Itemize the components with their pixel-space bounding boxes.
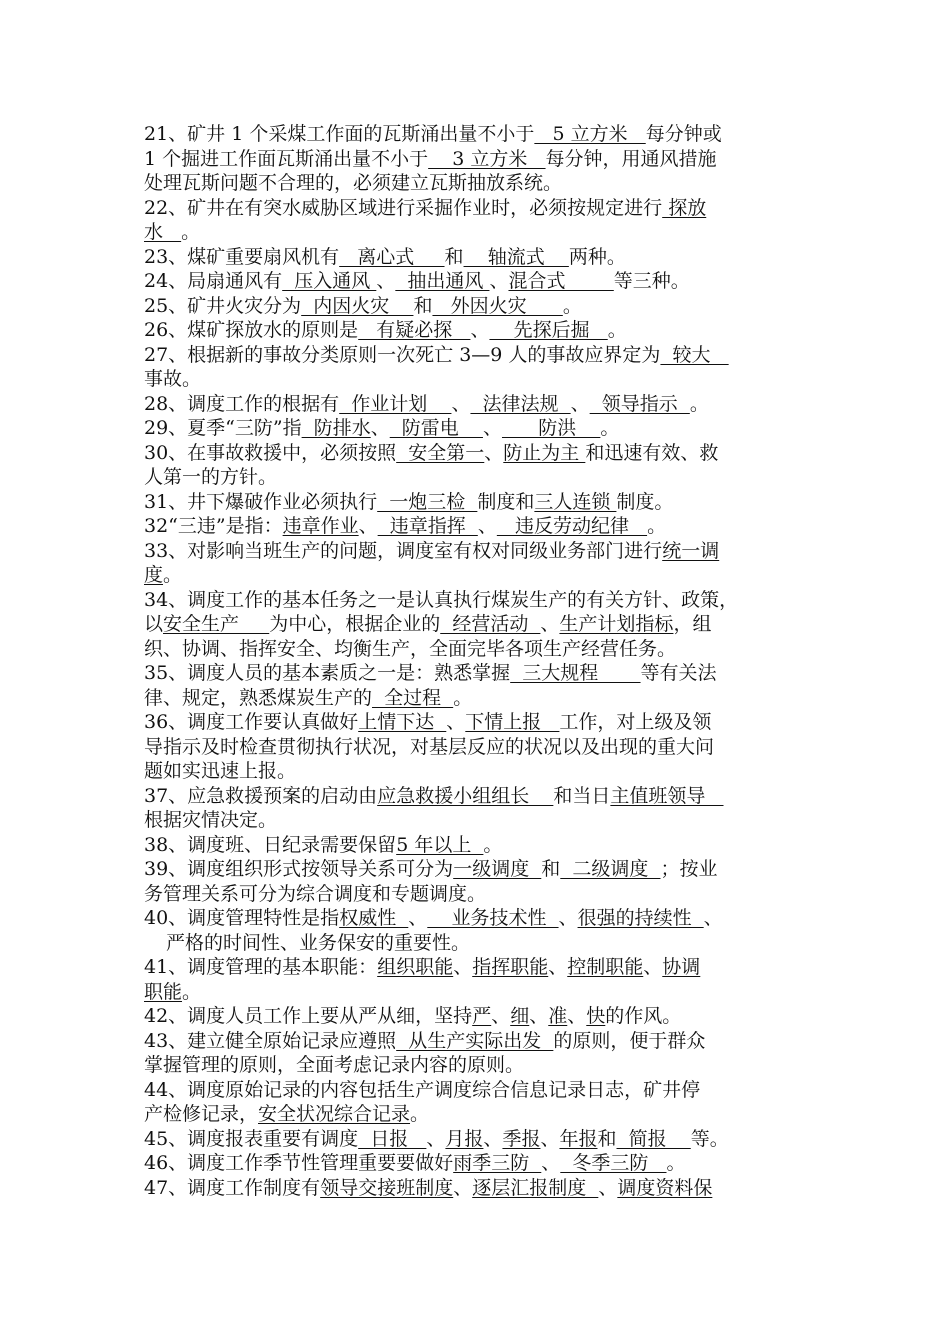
answer-blank: 季报 (502, 1127, 541, 1150)
answer-blank: 月报 (445, 1127, 484, 1150)
text-line (144, 343, 824, 368)
text-line (144, 416, 824, 441)
text-segment: 46、调度工作季节性管理重要要做好 (144, 1152, 454, 1174)
text-segment: 、 (451, 392, 471, 415)
answer-blank: 轴流式 (463, 245, 569, 268)
text-segment: 制度和 (477, 490, 535, 513)
text-line (144, 784, 824, 809)
text-segment: 30、在事故救援中，必须按照 (144, 441, 397, 464)
text-segment: 等。 (690, 1127, 729, 1150)
text-segment: 和 (413, 294, 433, 317)
answer-blank: 领导交接班制度 (320, 1176, 454, 1199)
answer-blank: 组织职能 (377, 956, 454, 978)
text-line (144, 490, 824, 515)
text-line (144, 857, 824, 882)
text-segment: 、 (376, 270, 396, 292)
text-segment: 1 个掘进工作面瓦斯涌出量不小于 (144, 147, 429, 170)
text-segment: 41、调度管理的基本职能： (144, 956, 378, 978)
text-segment: 、 (482, 417, 502, 439)
answer-blank: 三人连锁 (534, 490, 617, 513)
answer-blank: 控制职能 (567, 956, 644, 978)
text-line (144, 980, 824, 1005)
text-segment: 34、调度工作的基本任务之一是认真执行煤炭生产的有关方针、政策， (144, 588, 739, 611)
answer-blank: 经营活动 (440, 613, 541, 635)
text-segment: 33、对影响当班生产的问题，调度室有权对同级业务部门进行 (144, 539, 663, 562)
text-line (144, 1127, 824, 1152)
answer-blank: 统一调 (662, 539, 720, 562)
text-segment: 38、调度班、日纪录需要保留 (144, 833, 397, 856)
text-line (144, 637, 824, 662)
text-line (144, 196, 824, 221)
answer-blank: 内因火灾 (301, 294, 414, 317)
text-segment: 、 (540, 613, 560, 635)
text-line (144, 147, 824, 172)
text-line (144, 441, 824, 466)
answer-blank: 从生产实际出发 (396, 1029, 554, 1052)
answer-blank: 全过程 (372, 686, 454, 709)
text-segment: 和当日 (553, 784, 611, 807)
text-segment: 、 (540, 1127, 560, 1150)
text-segment: 。 (600, 417, 620, 439)
answer-blank: 离心式 (339, 245, 445, 268)
answer-blank: 业务技术性 (427, 907, 559, 929)
text-segment: 22、矿井在有突水威胁区域进行采掘作业时，必须按规定进行 (144, 196, 663, 219)
text-segment: 28、调度工作的根据有 (144, 392, 340, 415)
text-line (144, 955, 824, 980)
text-line (144, 1151, 824, 1176)
text-segment: 45、调度报表重要有调度 (144, 1127, 359, 1150)
answer-blank: 外因火灾 (432, 294, 563, 317)
text-line (144, 465, 824, 490)
text-line (144, 539, 824, 564)
answer-blank: 细 (510, 1005, 530, 1027)
answer-blank: 二级调度 (560, 858, 661, 880)
text-segment: 。 (607, 319, 627, 341)
text-segment: 、 (358, 515, 378, 537)
text-segment: 24、局扇通风有 (144, 270, 283, 292)
answer-blank: 逐层汇报制度 (472, 1176, 599, 1199)
text-line (144, 1053, 824, 1078)
text-segment: 27、根据新的事故分类原则一次死亡 3—9 人的事故应界定为 (144, 343, 661, 366)
text-segment: 35、调度人员的基本素质之一是：熟悉掌握 (144, 662, 511, 684)
text-segment: 律、规定，熟悉煤炭生产的 (144, 686, 373, 709)
text-line (144, 245, 824, 270)
text-segment: 44、调度原始记录的内容包括生产调度综合信息记录日志，矿井停 (144, 1078, 701, 1101)
text-segment: 事故。 (144, 368, 202, 390)
text-segment: 23、煤矿重要扇风机有 (144, 245, 340, 268)
answer-blank: 领导指示 (589, 392, 690, 415)
answer-blank: 5 年以上 (396, 833, 484, 856)
answer-blank: 指挥职能 (472, 956, 549, 978)
text-line (144, 808, 824, 833)
text-line (144, 710, 824, 735)
text-segment: 、 (370, 417, 390, 439)
text-segment: 37、应急救援预案的启动由 (144, 784, 378, 807)
answer-blank: 作业计划 (339, 392, 452, 415)
answer-blank: 调度资料保 (617, 1176, 713, 1199)
answer-blank: 安全生产 (163, 613, 270, 635)
text-segment: 、 (426, 1127, 446, 1150)
answer-blank: 上情下达 (358, 711, 447, 733)
answer-blank: 主值班领导 (610, 784, 724, 807)
text-segment: 、 (453, 956, 473, 978)
text-segment: 、 (484, 441, 504, 464)
text-segment: 。 (163, 564, 183, 586)
text-segment: 的作风。 (605, 1005, 682, 1027)
answer-blank: 协调 (662, 956, 701, 978)
text-segment: 、 (643, 956, 663, 978)
text-segment: 、 (567, 1005, 587, 1027)
answer-blank: 权威性 (339, 907, 409, 929)
text-segment: 、 (453, 1176, 473, 1199)
answer-blank: 先探后掘 (489, 319, 608, 341)
answer-blank: 安全状况综合记录 (258, 1103, 411, 1125)
text-segment: 、 (558, 907, 578, 929)
text-line (144, 514, 824, 539)
text-line (144, 220, 824, 245)
text-segment: 、 (483, 1127, 503, 1150)
text-segment: 和 (597, 1127, 617, 1150)
text-line (144, 122, 824, 147)
text-line (144, 686, 824, 711)
text-line (144, 1102, 824, 1127)
text-segment: 的原则，便于群众 (553, 1029, 706, 1052)
answer-blank: 三大规程 (510, 662, 641, 684)
text-segment: 。 (666, 1152, 686, 1174)
text-segment: ，组 (673, 613, 712, 635)
text-segment: 、 (408, 907, 428, 929)
text-segment: 和 (541, 858, 561, 880)
text-segment: 为中心，根据企业的 (269, 613, 441, 635)
answer-blank: 严 (472, 1005, 492, 1027)
text-segment: 25、矿井火灾分为 (144, 294, 302, 317)
text-segment: 。 (182, 980, 202, 1003)
text-line (144, 1029, 824, 1054)
text-segment: 根据灾情决定。 (144, 809, 278, 831)
answer-blank: 较大 (660, 343, 729, 366)
text-segment: 、 (529, 1005, 549, 1027)
answer-blank: 3 立方米 (428, 147, 546, 170)
answer-blank: 年报 (559, 1127, 598, 1150)
text-segment: 29、夏季“三防”指 (144, 417, 302, 439)
answer-blank: 5 立方米 (534, 123, 646, 145)
text-line (144, 906, 824, 931)
text-line (144, 833, 824, 858)
text-line (144, 1004, 824, 1029)
document-page (144, 122, 824, 1200)
text-line (144, 612, 824, 637)
text-line (144, 588, 824, 613)
text-segment: 制度。 (616, 490, 674, 513)
answer-blank: 违反劳动纪律 (496, 515, 648, 537)
text-segment: 严格的时间性、业务保安的重要性。 (166, 931, 471, 954)
text-segment: 务管理关系可分为综合调度和专题调度。 (144, 882, 487, 905)
answer-blank: 一级调度 (453, 858, 542, 880)
answer-blank: 违章指挥 (377, 515, 478, 537)
text-segment: 、 (470, 319, 490, 341)
answer-blank: 防洪 (501, 417, 601, 439)
text-segment: 以 (144, 613, 164, 635)
answer-blank: 应急救援小组组长 (377, 784, 554, 807)
text-segment: 产检修记录， (144, 1103, 259, 1125)
text-segment: 。 (562, 294, 582, 317)
answer-blank: 防雷电 (389, 417, 483, 439)
text-line (144, 392, 824, 417)
text-line (144, 269, 824, 294)
text-segment: 、 (548, 956, 568, 978)
answer-blank: 度 (144, 564, 164, 586)
answer-blank: 生产计划指标 (559, 613, 674, 635)
text-segment: 、 (446, 711, 466, 733)
text-line (144, 882, 824, 907)
text-segment: 掌握管理的原则，全面考虑记录内容的原则。 (144, 1054, 525, 1076)
text-line (144, 294, 824, 319)
text-segment: 21、矿井 1 个采煤工作面的瓦斯涌出量不小于 (144, 123, 535, 145)
answer-blank: 准 (548, 1005, 568, 1027)
answer-blank: 水 (144, 221, 182, 243)
answer-blank: 冬季三防 (560, 1152, 667, 1174)
text-segment: 36、调度工作要认真做好 (144, 711, 359, 733)
text-segment: 40、调度管理特性是指 (144, 907, 340, 929)
text-segment: 43、建立健全原始记录应遵照 (144, 1029, 397, 1052)
text-segment: 、 (489, 270, 509, 292)
answer-blank: 安全第一 (396, 441, 485, 464)
answer-blank: 探放 (662, 196, 707, 219)
answer-blank: 日报 (358, 1127, 427, 1150)
text-line (144, 318, 824, 343)
text-segment: 。 (453, 686, 473, 709)
text-line (144, 735, 824, 760)
answer-blank: 有疑必探 (358, 319, 471, 341)
answer-blank: 混合式 (508, 270, 614, 292)
text-segment: 、 (570, 392, 590, 415)
text-segment: 人第一的方针。 (144, 466, 278, 488)
text-line (144, 171, 824, 196)
text-segment: 、 (703, 907, 723, 929)
text-line (144, 931, 824, 956)
text-segment: 两种。 (568, 245, 626, 268)
text-segment: 和 (444, 245, 464, 268)
text-segment: 42、调度人员工作上要从严从细，坚持 (144, 1005, 473, 1027)
text-segment: 等三种。 (613, 270, 690, 292)
text-segment: 和迅速有效、救 (585, 441, 719, 464)
text-segment: 26、煤矿探放水的原则是 (144, 319, 359, 341)
answer-blank: 压入通风 (282, 270, 377, 292)
text-line (144, 759, 824, 784)
text-segment: 等有关法 (640, 662, 717, 684)
answer-blank: 抽出通风 (395, 270, 490, 292)
text-segment: 处理瓦斯问题不合理的，必须建立瓦斯抽放系统。 (144, 172, 563, 194)
text-segment: 题如实迅速上报。 (144, 760, 297, 782)
text-segment: 39、调度组织形式按领导关系可分为 (144, 858, 454, 880)
text-line (144, 1176, 824, 1201)
answer-blank: 很强的持续性 (577, 907, 704, 929)
text-segment: 。 (689, 392, 709, 415)
answer-blank: 雨季三防 (453, 1152, 542, 1174)
text-segment: 。 (410, 1103, 430, 1125)
text-segment: 、 (491, 1005, 511, 1027)
answer-blank: 法律法规 (470, 392, 571, 415)
text-segment: 47、调度工作制度有 (144, 1176, 321, 1199)
text-segment: 每分钟或 (645, 123, 722, 145)
text-line (144, 563, 824, 588)
text-segment: 31、井下爆破作业必须执行 (144, 490, 378, 513)
answer-blank: 一炮三检 (377, 490, 478, 513)
text-segment: 织、协调、指挥安全、均衡生产，全面完毕各项生产经营任务。 (144, 637, 677, 660)
answer-blank: 防止为主 (503, 441, 586, 464)
text-segment: 32“三违”是指： (144, 515, 283, 537)
text-line (144, 661, 824, 686)
text-segment: 、 (598, 1176, 618, 1199)
text-segment: 每分钟，用通风措施 (545, 147, 717, 170)
answer-blank: 职能 (144, 980, 183, 1003)
text-segment: 。 (181, 221, 201, 243)
answer-blank: 快 (586, 1005, 606, 1027)
answer-blank: 违章作业 (282, 515, 359, 537)
text-segment: 。 (647, 515, 667, 537)
text-segment: ；按业 (660, 858, 718, 880)
text-segment: 工作，对上级及领 (559, 711, 712, 733)
answer-blank: 防排水 (301, 417, 371, 439)
text-line (144, 1078, 824, 1103)
answer-blank: 简报 (616, 1127, 691, 1150)
text-segment: 、 (541, 1152, 561, 1174)
text-segment: 、 (477, 515, 497, 537)
answer-blank: 下情上报 (465, 711, 560, 733)
text-segment: 导指示及时检查贯彻执行状况，对基层反应的状况以及出现的重大问 (144, 735, 715, 758)
text-segment: 。 (483, 833, 503, 856)
text-line (144, 367, 824, 392)
